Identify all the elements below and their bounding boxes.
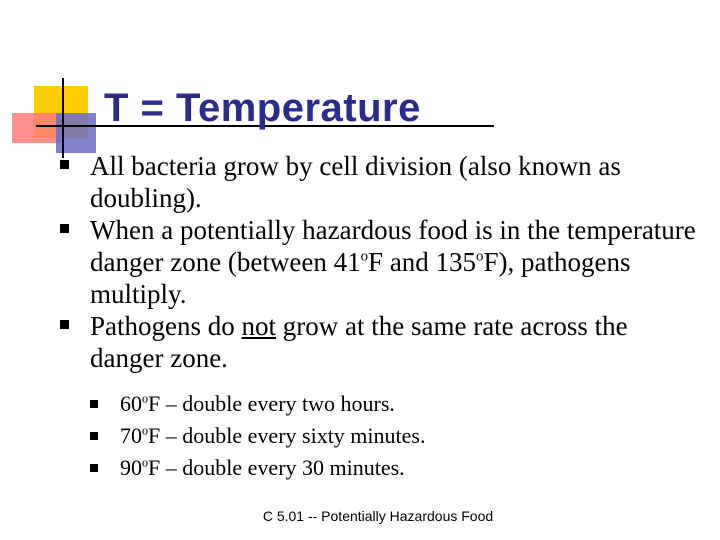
decorative-vertical-line	[62, 78, 64, 158]
bullet-list	[58, 150, 698, 484]
temperature-value: 60	[120, 391, 142, 416]
square-bullet-icon	[90, 464, 98, 472]
doubling-rate-text: F – double every 30 minutes.	[148, 455, 405, 480]
doubling-rate-text: F – double every sixty minutes.	[148, 423, 426, 448]
bullet-item	[58, 214, 698, 310]
square-bullet-icon	[60, 224, 69, 233]
bullet-item	[58, 150, 698, 214]
degree-symbol: o	[142, 391, 149, 406]
temperature-value: 90	[120, 455, 142, 480]
bullet-text: All bacteria grow by cell division (also known as doubling).	[90, 151, 621, 213]
slide-title: T = Temperature	[104, 86, 421, 130]
square-bullet-icon	[90, 400, 98, 408]
bullet-text-part: F and 135	[368, 247, 477, 277]
sub-bullet-item	[88, 388, 698, 420]
degree-symbol: o	[142, 423, 149, 438]
temperature-value: 70	[120, 423, 142, 448]
square-bullet-icon	[60, 160, 69, 169]
sub-bullet-item	[88, 452, 698, 484]
sub-bullet-item	[88, 420, 698, 452]
bullet-text-part: Pathogens do	[90, 311, 242, 341]
bullet-text-part: When a potentially hazardous food is in the temperature danger zone (between 41	[90, 215, 696, 277]
sub-bullet-list	[88, 388, 698, 484]
doubling-rate-text: F – double every two hours.	[148, 391, 395, 416]
degree-symbol: o	[476, 248, 484, 265]
bullet-text-part: F), pathogens multiply.	[90, 247, 631, 309]
square-bullet-icon	[60, 320, 69, 329]
degree-symbol: o	[360, 248, 369, 265]
bullet-text-part: grow at the same rate across the danger zone.	[90, 311, 628, 373]
degree-symbol: o	[142, 455, 149, 470]
slide-footer: C 5.01 -- Potentially Hazardous Food	[262, 508, 494, 524]
square-bullet-icon	[90, 432, 98, 440]
emphasized-word: not	[241, 311, 277, 341]
bullet-item	[58, 310, 698, 374]
